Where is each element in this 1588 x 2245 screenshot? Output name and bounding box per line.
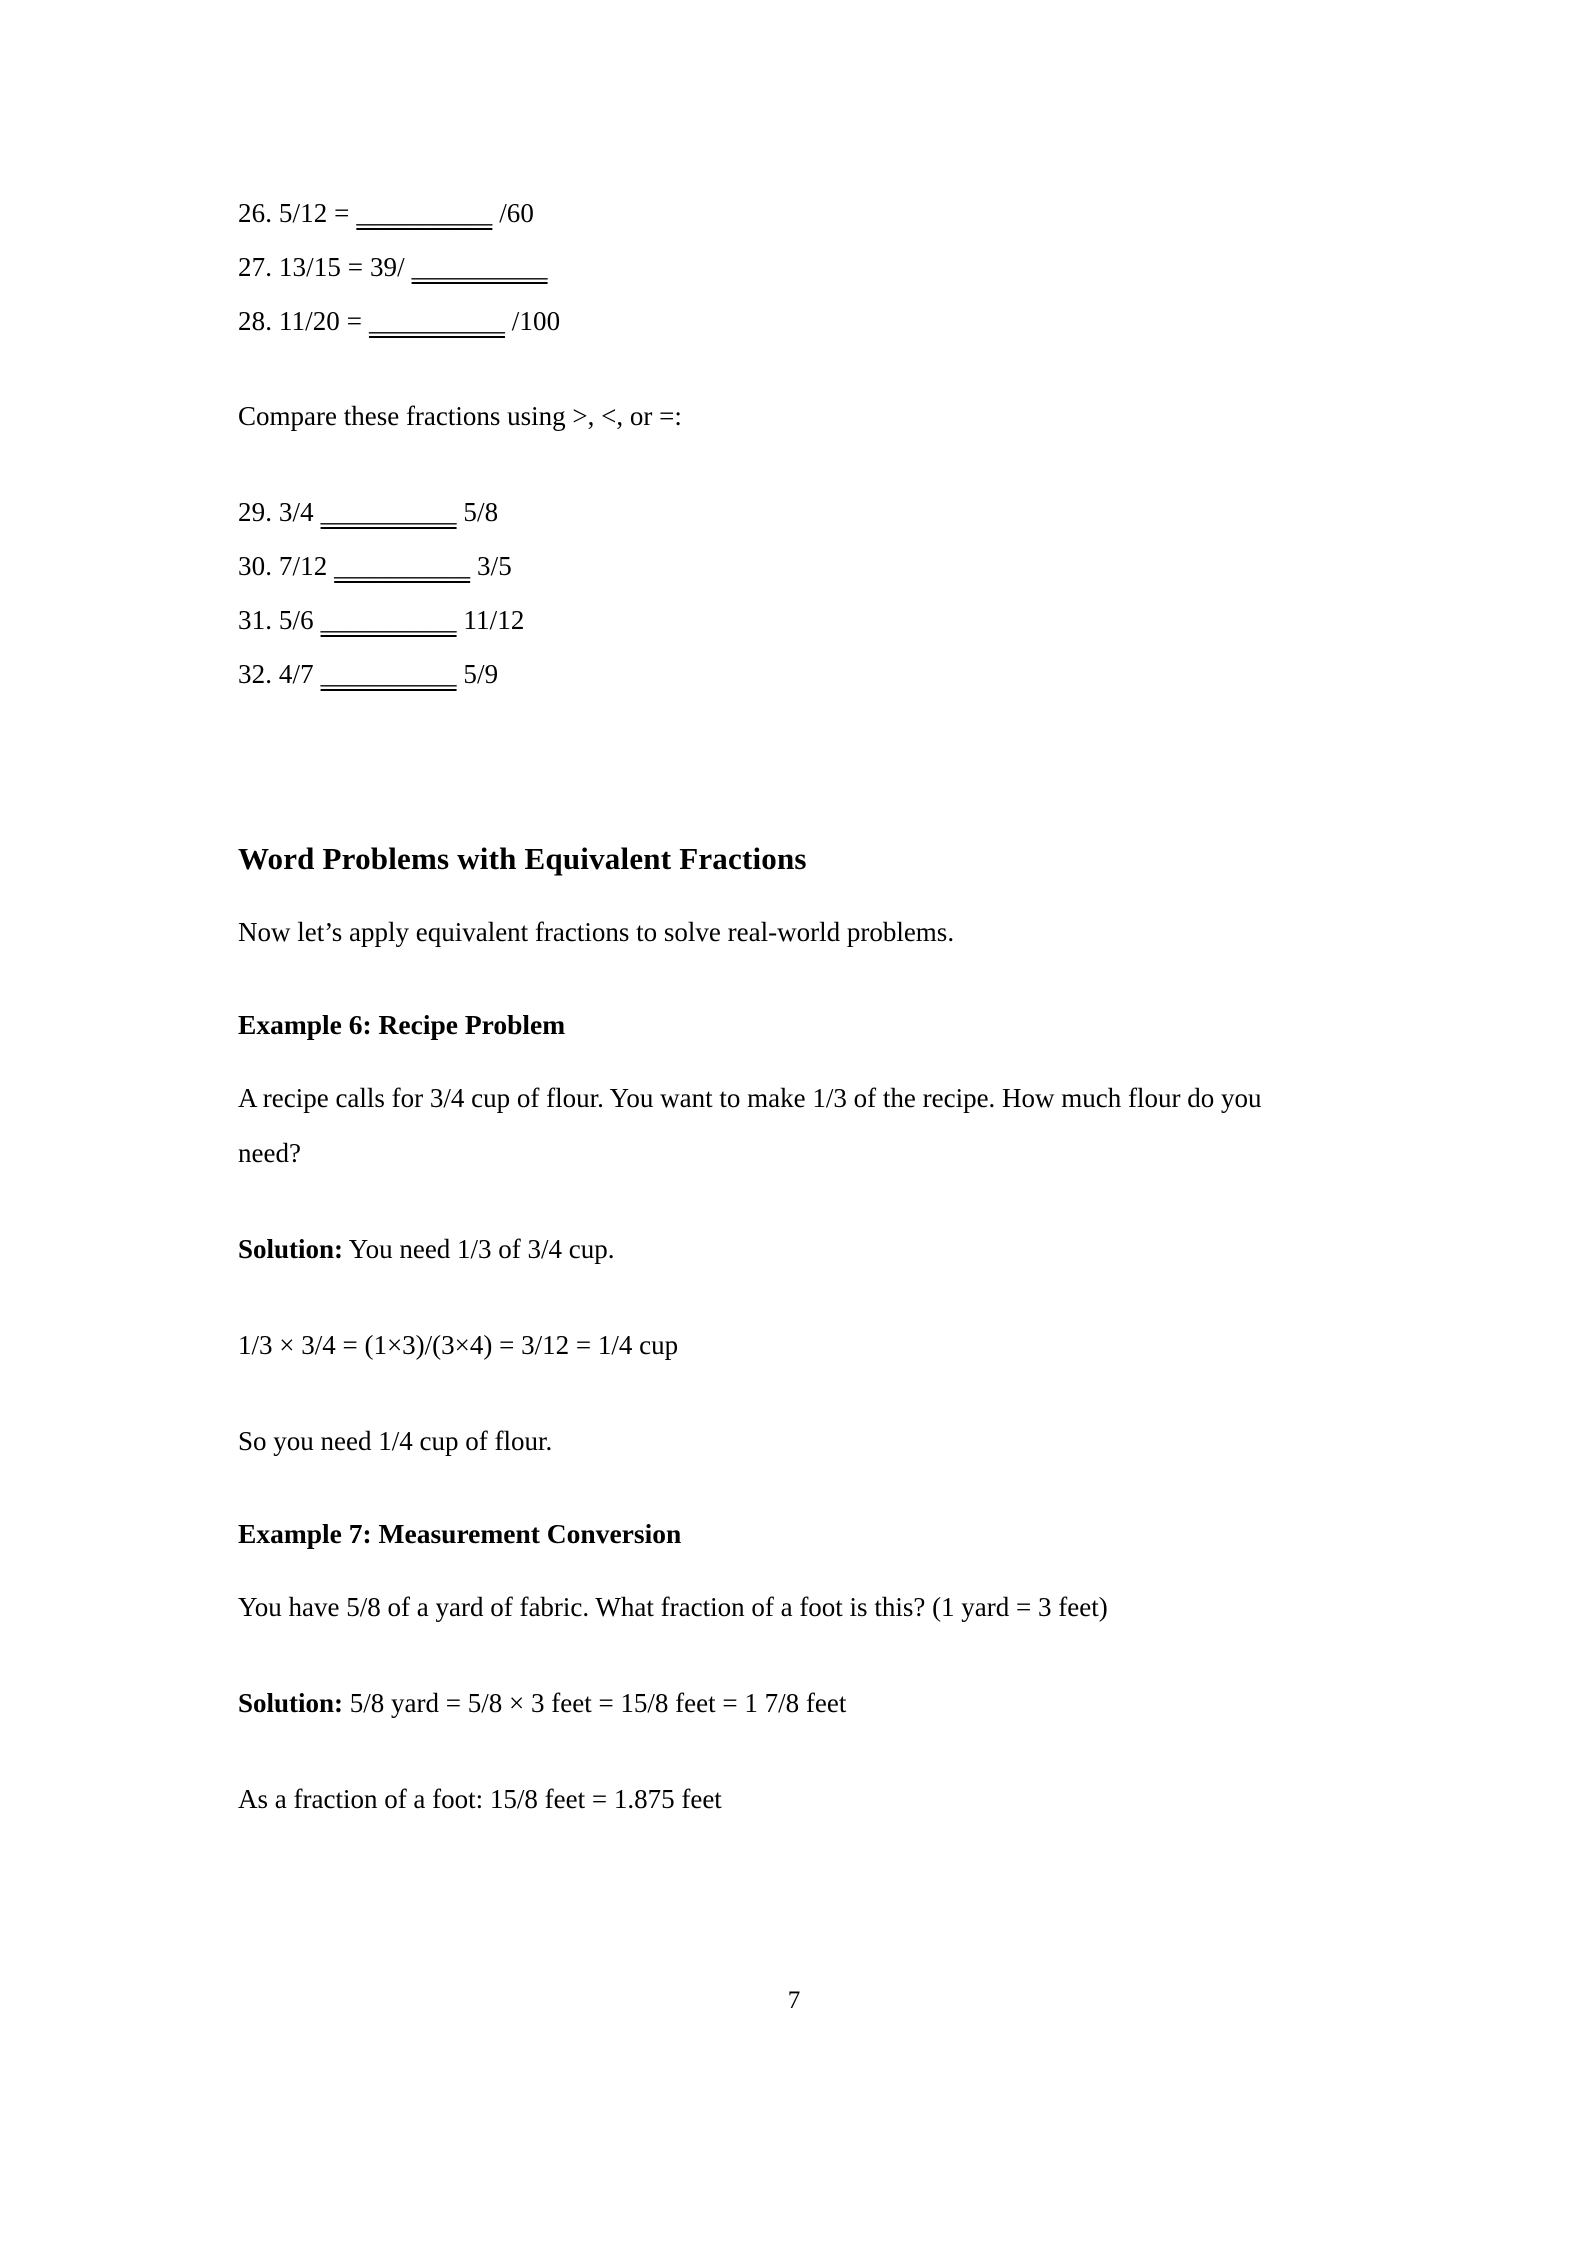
compare-problem-30 (238, 539, 1288, 593)
spacer (238, 701, 1288, 835)
example-7-solution-line (238, 1676, 1288, 1731)
example-7-heading: Example 7: Measurement Conversion (238, 1518, 682, 1549)
problem-32-after: 5/9 (456, 659, 499, 689)
problem-31-number: 31. (238, 605, 273, 635)
problem-29-after: 5/8 (456, 497, 499, 527)
spacer (238, 1373, 1288, 1414)
spacer (238, 1277, 1288, 1318)
problem-28-number: 28. (238, 306, 273, 336)
example-6-solution-label: Solution: (238, 1234, 344, 1264)
example-6-problem-text: A recipe calls for 3/4 cup of flour. You want to make 1/3 of the recipe. How much flour do you need? (238, 1083, 1262, 1168)
example-6-equation: 1/3 × 3/4 = (1×3)/(3×4) = 3/12 = 1/4 cup (238, 1330, 679, 1360)
problem-30-after: 3/5 (470, 551, 512, 581)
problem-27-before: 13/15 = 39/ (272, 252, 412, 282)
page-content (238, 186, 1288, 1827)
spacer (238, 960, 1288, 1001)
example-7-problem-text: You have 5/8 of a yard of fabric. What fraction of a foot is this? (1 yard = 3 feet) (238, 1592, 1108, 1622)
spacer (238, 1635, 1288, 1676)
problem-29-number: 29. (238, 497, 273, 527)
compare-problem-32 (238, 647, 1288, 701)
problem-32-before: 4/7 (272, 659, 321, 689)
compare-problem-29 (238, 485, 1288, 539)
problem-32-answer-blank[interactable]: __________ (320, 659, 457, 689)
example-7-solution-label: Solution: (238, 1688, 344, 1718)
problem-27-number: 27. (238, 252, 273, 282)
compare-problem-31 (238, 593, 1288, 647)
section-heading-word-problems: Word Problems with Equivalent Fractions (238, 841, 807, 876)
problem-26-before: 5/12 = (272, 198, 357, 228)
spacer (238, 1558, 1288, 1580)
problem-26-after: /60 (492, 198, 534, 228)
fill-in-problem-28 (238, 294, 1288, 348)
problem-31-before: 5/6 (272, 605, 321, 635)
example-6-conclusion: So you need 1/4 cup of flour. (238, 1426, 553, 1456)
problem-30-answer-blank[interactable]: __________ (334, 551, 471, 581)
spacer (238, 1049, 1288, 1071)
spacer (238, 1731, 1288, 1772)
section-intro-paragraph: Now let’s apply equivalent fractions to solve real-world problems. (238, 917, 955, 947)
problem-26-number: 26. (238, 198, 273, 228)
example-6-solution-text: You need 1/3 of 3/4 cup. (343, 1234, 615, 1264)
fill-in-problem-27 (238, 240, 1288, 294)
example-6-heading: Example 6: Recipe Problem (238, 1009, 566, 1040)
spacer (238, 444, 1288, 485)
fill-in-problem-26 (238, 186, 1288, 240)
problem-30-number: 30. (238, 551, 273, 581)
problem-27-answer-blank[interactable]: __________ (411, 252, 548, 282)
example-6-solution-line (238, 1222, 1288, 1277)
problem-28-answer-blank[interactable]: __________ (368, 306, 505, 336)
spacer (238, 1469, 1288, 1510)
problem-26-answer-blank[interactable]: __________ (356, 198, 493, 228)
problem-31-after: 11/12 (456, 605, 525, 635)
spacer (238, 348, 1288, 389)
problem-30-before: 7/12 (272, 551, 335, 581)
problem-28-after: /100 (504, 306, 561, 336)
problem-31-answer-blank[interactable]: __________ (320, 605, 457, 635)
compare-instruction: Compare these fractions using >, <, or =: (238, 401, 682, 431)
spacer (238, 883, 1288, 905)
spacer (238, 1181, 1288, 1222)
problem-32-number: 32. (238, 659, 273, 689)
problem-29-before: 3/4 (272, 497, 321, 527)
problem-28-before: 11/20 = (272, 306, 369, 336)
problem-29-answer-blank[interactable]: __________ (320, 497, 457, 527)
example-7-solution-text: 5/8 yard = 5/8 × 3 feet = 15/8 feet = 1 7/8 feet (343, 1688, 847, 1718)
page-number: 7 (787, 1987, 801, 2014)
example-7-note: As a fraction of a foot: 15/8 feet = 1.875 feet (238, 1784, 722, 1814)
